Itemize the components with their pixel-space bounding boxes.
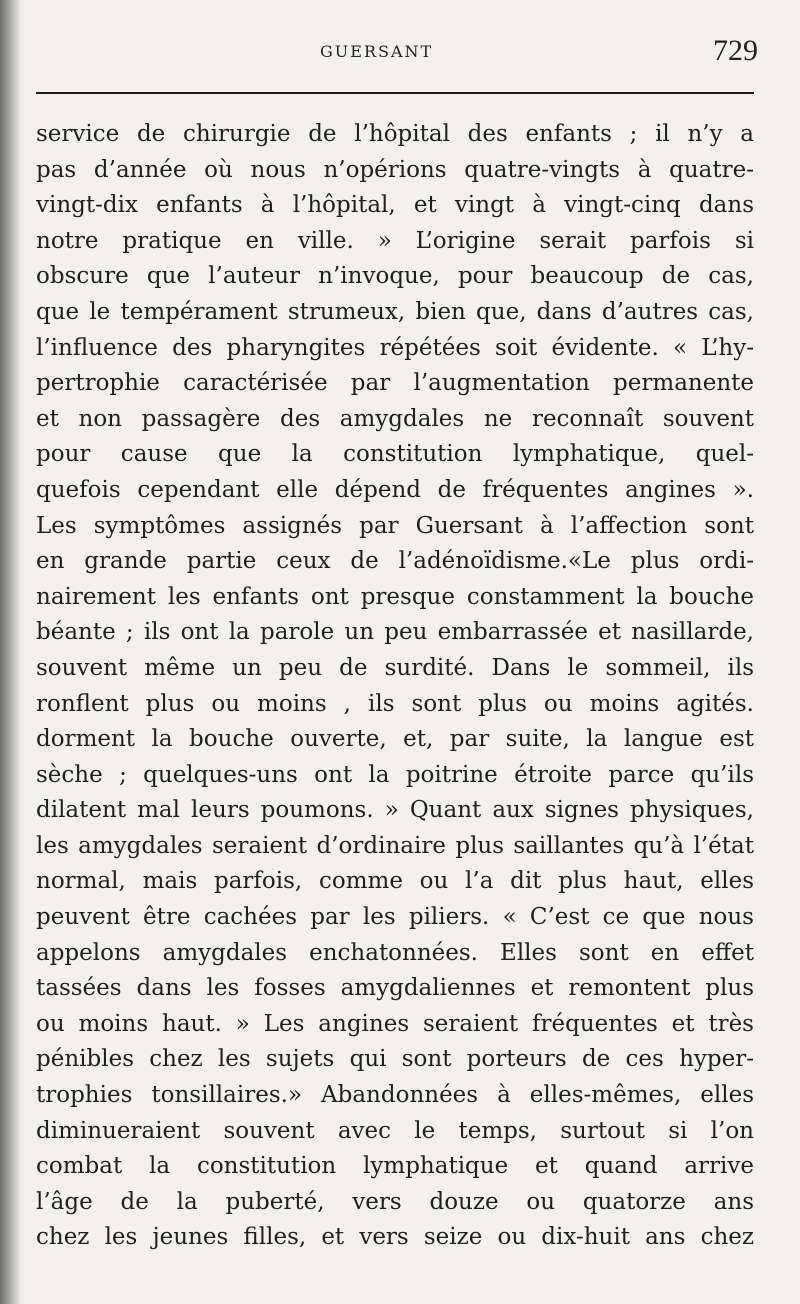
text-line: ou moins haut. » Les angines seraient fréquentes et très: [36, 1010, 754, 1037]
text-line: dorment la bouche ouverte, et, par suite, la langue est: [36, 726, 754, 753]
text-line: normal, mais parfois, comme ou l’a dit plus haut, elles: [36, 868, 754, 895]
text-line: les amygdales seraient d’ordinaire plus saillantes qu’à l’état: [36, 832, 754, 859]
page-number: 729: [713, 34, 758, 67]
text-line: l’âge de la puberté, vers douze ou quatorze ans: [36, 1188, 754, 1215]
text-line: que le tempérament strumeux, bien que, dans d’autres cas,: [36, 298, 754, 325]
text-line: et non passagère des amygdales ne reconnaît souvent: [36, 405, 754, 432]
text-line: Les symptômes assignés par Guersant à l’affection sont: [36, 512, 754, 539]
text-line: combat la constitution lymphatique et quand arrive: [36, 1153, 754, 1180]
body-text: [36, 117, 754, 1256]
text-line: diminueraient souvent avec le temps, surtout si l’on: [36, 1117, 754, 1144]
text-line: pertrophie caractérisée par l’augmentation permanente: [36, 370, 754, 397]
text-line: appelons amygdales enchatonnées. Elles sont en effet: [36, 939, 754, 966]
running-head: GUERSANT: [320, 42, 434, 61]
text-line: nairement les enfants ont presque constamment la bouche: [36, 583, 754, 610]
text-line: sèche ; quelques-uns ont la poitrine étroite parce qu’ils: [36, 761, 754, 788]
text-line: quefois cependant elle dépend de fréquentes angines ».: [36, 476, 754, 503]
text-line: pénibles chez les sujets qui sont porteurs de ces hyper-: [36, 1046, 754, 1073]
text-line: peuvent être cachées par les piliers. « C’est ce que nous: [36, 904, 754, 931]
text-line: ronflent plus ou moins , ils sont plus ou moins agités.: [36, 690, 754, 717]
text-line: pour cause que la constitution lymphatique, quel-: [36, 441, 754, 468]
header-rule: [36, 92, 754, 94]
text-line: obscure que l’auteur n’invoque, pour beaucoup de cas,: [36, 263, 754, 290]
text-line: vingt-dix enfants à l’hôpital, et vingt à vingt-cinq dans: [36, 192, 754, 219]
text-line: service de chirurgie de l’hôpital des enfants ; il n’y a: [36, 121, 754, 147]
text-line: trophies tonsillaires.» Abandonnées à elles-mêmes, elles: [36, 1082, 754, 1109]
text-line: en grande partie ceux de l’adénoïdisme.«Le plus ordi-: [36, 548, 754, 575]
text-line: tassées dans les fosses amygdaliennes et remontent plus: [36, 975, 754, 1002]
text-line: notre pratique en ville. » L’origine serait parfois si: [36, 227, 754, 254]
text-line: l’influence des pharyngites répétées soit évidente. « L’hy-: [36, 334, 754, 361]
text-line: pas d’année où nous n’opérions quatre-vingts à quatre-: [36, 156, 754, 183]
text-line: béante ; ils ont la parole un peu embarrassée et nasillarde,: [36, 619, 754, 646]
text-line: dilatent mal leurs poumons. » Quant aux signes physiques,: [36, 797, 754, 824]
text-line: souvent même un peu de surdité. Dans le sommeil, ils: [36, 654, 754, 681]
text-line: chez les jeunes filles, et vers seize ou dix-huit ans chez: [36, 1224, 754, 1251]
